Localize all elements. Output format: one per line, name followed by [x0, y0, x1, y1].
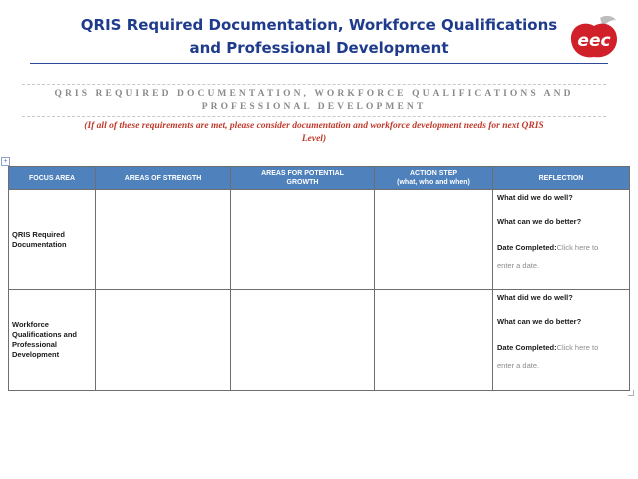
- focus-area-cell[interactable]: [9, 190, 96, 290]
- growth-cell[interactable]: [231, 290, 375, 391]
- focus-area-cell[interactable]: [9, 290, 96, 391]
- focus-area-line: Development: [12, 350, 60, 359]
- date-placeholder[interactable]: enter a date.: [497, 261, 540, 270]
- slide-title: [0, 14, 638, 60]
- focus-area-line: Documentation: [12, 239, 67, 249]
- document-note-line-1: (If all of these requirements are met, please consider documentation and workforce development needs for next QRIS: [84, 121, 544, 131]
- header-growth-line-2: GROWTH: [286, 179, 319, 186]
- focus-area-line: Qualifications and: [12, 330, 78, 339]
- slide-title-line-2: and Professional Development: [189, 39, 449, 57]
- focus-area-line: Workforce: [12, 320, 49, 329]
- slide-title-line-1: QRIS Required Documentation, Workforce Qualifications: [80, 16, 558, 34]
- document-heading-line-1: QRIS REQUIRED DOCUMENTATION, WORKFORCE QUALIFICATIONS AND: [54, 89, 574, 99]
- title-divider: [30, 63, 608, 64]
- header-action-line-2: (what, who and when): [397, 179, 470, 186]
- date-placeholder[interactable]: Click here to: [556, 343, 599, 352]
- header-reflection: REFLECTION: [493, 167, 630, 190]
- focus-area-line: QRIS Required: [12, 229, 65, 239]
- document-heading-line-2: PROFESSIONAL DEVELOPMENT: [201, 102, 427, 112]
- date-completed-field[interactable]: [497, 243, 625, 252]
- table-resize-handle-icon[interactable]: [628, 390, 634, 396]
- document-note: [22, 120, 606, 146]
- header-areas-of-strength: AREAS OF STRENGTH: [96, 167, 231, 190]
- reflection-question-better: What can we do better?: [497, 217, 582, 226]
- table-header-row: [9, 167, 630, 190]
- qris-plan-table: [8, 166, 630, 391]
- action-step-cell[interactable]: [375, 290, 493, 391]
- focus-area-line: Professional: [12, 340, 58, 349]
- reflection-question-better: What can we do better?: [497, 317, 582, 326]
- strength-cell[interactable]: [96, 290, 231, 391]
- eec-logo: [566, 14, 622, 60]
- logo-text: eec: [577, 31, 611, 51]
- header-growth-line-1: AREAS FOR POTENTIAL: [261, 170, 344, 177]
- strength-cell[interactable]: [96, 190, 231, 290]
- document-top-rule: [22, 84, 606, 85]
- date-completed-label: Date Completed:: [497, 343, 557, 352]
- header-action-step: [375, 167, 493, 190]
- date-completed-label: Date Completed:: [497, 243, 557, 252]
- document-heading-rule: [22, 116, 606, 117]
- header-action-line-1: ACTION STEP: [409, 170, 458, 177]
- date-completed-field[interactable]: [497, 343, 625, 352]
- action-step-cell[interactable]: [375, 190, 493, 290]
- reflection-question-well: What did we do well?: [497, 193, 573, 202]
- growth-cell[interactable]: [231, 190, 375, 290]
- reflection-question-well: What did we do well?: [497, 293, 573, 302]
- table-row: [9, 190, 630, 290]
- table-move-handle-icon[interactable]: +: [1, 157, 10, 166]
- header-areas-for-growth: [231, 167, 375, 190]
- document-note-line-2: Level): [301, 134, 327, 144]
- header-focus-area: FOCUS AREA: [9, 167, 96, 190]
- table-row: [9, 290, 630, 391]
- date-placeholder[interactable]: Click here to: [556, 243, 599, 252]
- reflection-cell[interactable]: [493, 190, 630, 290]
- date-placeholder[interactable]: enter a date.: [497, 361, 540, 370]
- reflection-cell[interactable]: [493, 290, 630, 391]
- document-heading: [22, 88, 606, 114]
